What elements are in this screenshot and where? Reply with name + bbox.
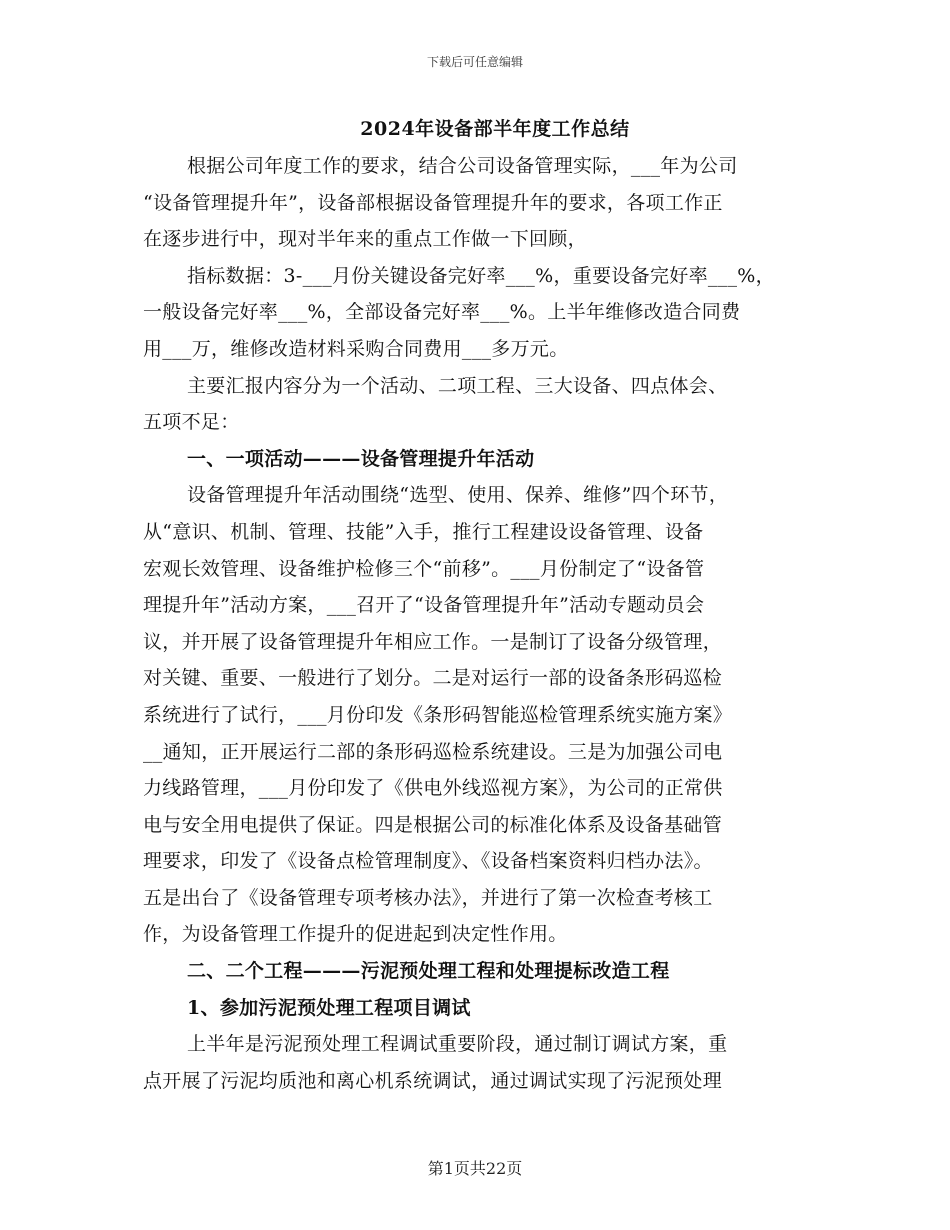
paragraph-line: 宏观长效管理、设备维护检修三个“前移”。___月份制定了“设备管: [143, 557, 705, 580]
paragraph-line: 从“意识、机制、管理、技能”入手，推行工程建设设备管理、设备: [143, 520, 704, 543]
paragraph-line: 主要汇报内容分为一个活动、二项工程、三大设备、四点体会、: [187, 374, 728, 397]
paragraph-line: 作，为设备管理工作提升的促进起到决定性作用。: [143, 923, 568, 946]
paragraph-line: 电与安全用电提供了保证。四是根据公司的标准化体系及设备基础管: [143, 813, 723, 836]
paragraph-line: 指标数据：3-___月份关键设备完好率___%，重要设备完好率___%，: [187, 264, 775, 287]
paragraph-line: 理提升年”活动方案，___召开了“设备管理提升年”活动专题动员会: [143, 594, 705, 617]
paragraph-line: “设备管理提升年”，设备部根据设备管理提升年的要求，各项工作正: [143, 191, 723, 214]
paragraph-line: 五项不足：: [143, 411, 240, 434]
document-body: [143, 148, 810, 1099]
paragraph-line: 系统进行了试行，___月份印发《条形码智能巡检管理系统实施方案》: [143, 703, 733, 726]
paragraph-line: 设备管理提升年活动围绕“选型、使用、保养、维修”四个环节，: [187, 484, 729, 507]
paragraph-line: __通知，正开展运行二部的条形码巡检系统建设。三是为加强公司电: [143, 740, 723, 763]
paragraph-line: 一般设备完好率___%，全部设备完好率___%。上半年维修改造合同费: [143, 301, 741, 324]
paragraph-line: 点开展了污泥均质池和离心机系统调试，通过调试实现了污泥预处理: [143, 1069, 723, 1092]
paragraph-line: 议，并开展了设备管理提升年相应工作。一是制订了设备分级管理，: [143, 630, 723, 653]
subsection-heading: 1、参加污泥预处理工程项目调试: [187, 996, 471, 1019]
paragraph-line: 对关键、重要、一般进行了划分。二是对运行一部的设备条形码巡检: [143, 667, 723, 690]
paragraph-line: 力线路管理，___月份印发了《供电外线巡视方案》，为公司的正常供: [143, 777, 723, 800]
section-heading: 二、二个工程———污泥预处理工程和处理提标改造工程: [187, 960, 670, 983]
paragraph-line: 根据公司年度工作的要求，结合公司设备管理实际，___年为公司: [187, 155, 738, 177]
section-heading: 一、一项活动———设备管理提升年活动: [187, 447, 535, 470]
document-title: 2024年设备部半年度工作总结: [360, 118, 630, 140]
paragraph-line: 用___万，维修改造材料采购合同费用___多万元。: [143, 337, 569, 360]
header-note: 下载后可任意编辑: [426, 55, 523, 69]
paragraph-line: 上半年是污泥预处理工程调试重要阶段，通过制订调试方案，重: [187, 1033, 728, 1056]
paragraph-line: 五是出台了《设备管理专项考核办法》，并进行了第一次检查考核工: [143, 886, 713, 909]
paragraph-line: 理要求，印发了《设备点检管理制度》、《设备档案资料归档办法》。: [143, 850, 713, 873]
paragraph-line: 在逐步进行中，现对半年来的重点工作做一下回顾，: [143, 228, 587, 251]
page-number: 第1页共22页: [427, 1159, 523, 1178]
